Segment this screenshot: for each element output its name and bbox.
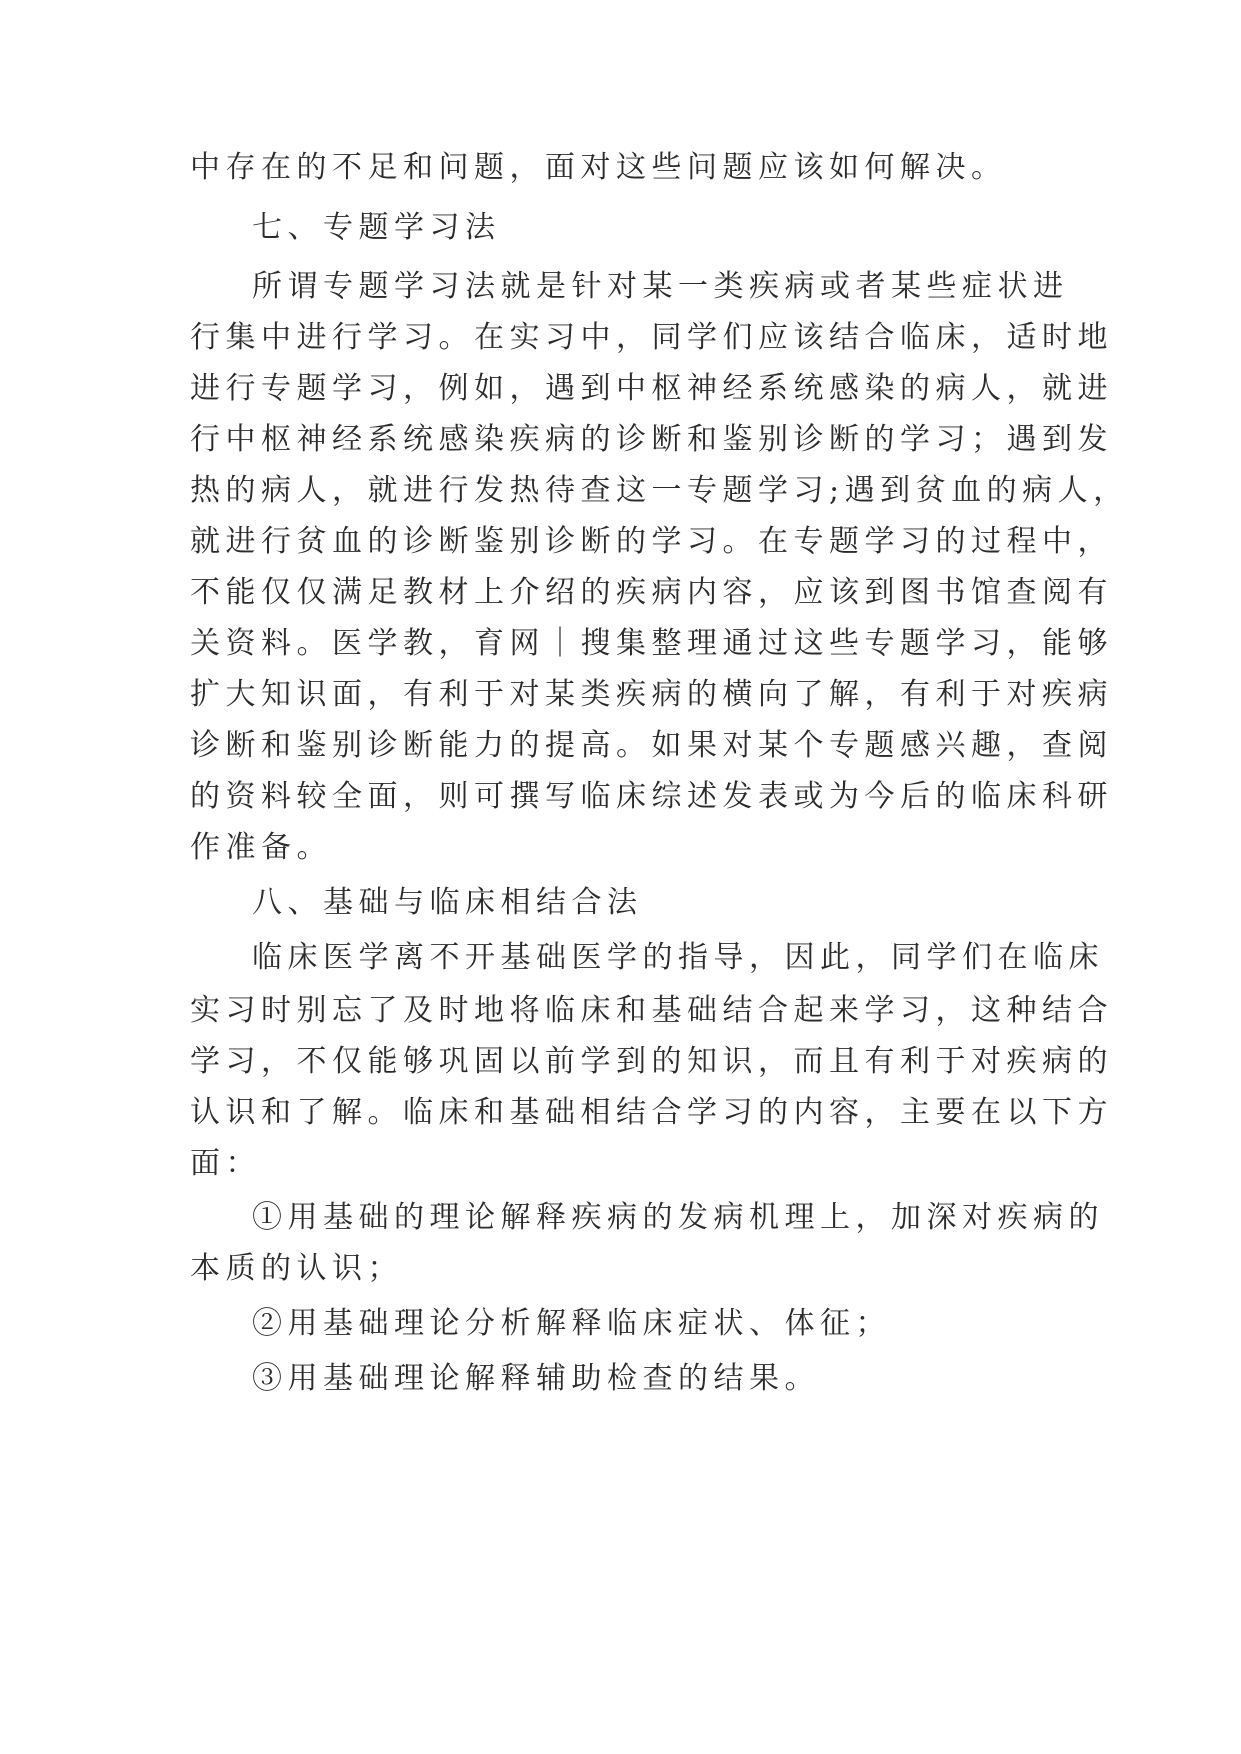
text-line: 诊断和鉴别诊断能力的提高。如果对某个专题感兴趣，查阅 bbox=[190, 728, 1113, 763]
text-line: 中存在的不足和问题，面对这些问题应该如何解决。 bbox=[190, 150, 1007, 185]
section-heading: 八、基础与临床相结合法 bbox=[252, 885, 643, 920]
text-line: 进行专题学习，例如，遇到中枢神经系统感染的病人，就进 bbox=[190, 371, 1113, 406]
text-line: 作准备。 bbox=[190, 830, 332, 865]
text-line: 关资料。医学教，育网｜搜集整理通过这些专题学习，能够 bbox=[190, 626, 1113, 661]
section-heading: 七、专题学习法 bbox=[252, 210, 501, 245]
list-item: ③用基础理论解释辅助检查的结果。 bbox=[252, 1361, 820, 1396]
text-line: 所谓专题学习法就是针对某一类疾病或者某些症状进 bbox=[252, 269, 1069, 304]
text-line: 行中枢神经系统感染疾病的诊断和鉴别诊断的学习；遇到发 bbox=[190, 422, 1113, 457]
text-line: 学习，不仅能够巩固以前学到的知识，而且有利于对疾病的 bbox=[190, 1044, 1113, 1079]
text-line: 行集中进行学习。在实习中，同学们应该结合临床，适时地 bbox=[190, 320, 1113, 355]
text-line: 认识和了解。临床和基础相结合学习的内容，主要在以下方 bbox=[190, 1095, 1113, 1130]
text-line: 热的病人，就进行发热待查这一专题学习;遇到贫血的病人， bbox=[190, 473, 1129, 508]
text-line: 的资料较全面，则可撰写临床综述发表或为今后的临床科研 bbox=[190, 779, 1113, 814]
text-line: 临床医学离不开基础医学的指导，因此，同学们在临床 bbox=[252, 940, 1104, 975]
text-line: 扩大知识面，有利于对某类疾病的横向了解，有利于对疾病 bbox=[190, 677, 1113, 712]
text-line: 本质的认识； bbox=[190, 1251, 403, 1286]
list-item: ②用基础理论分析解释临床症状、体征； bbox=[252, 1306, 891, 1341]
text-line: 就进行贫血的诊断鉴别诊断的学习。在专题学习的过程中， bbox=[190, 524, 1113, 559]
text-line: 实习时别忘了及时地将临床和基础结合起来学习，这种结合 bbox=[190, 993, 1113, 1028]
text-line: 不能仅仅满足教材上介绍的疾病内容，应该到图书馆查阅有 bbox=[190, 575, 1113, 610]
text-line: 面： bbox=[190, 1146, 261, 1181]
list-item: ①用基础的理论解释疾病的发病机理上，加深对疾病的 bbox=[252, 1200, 1104, 1235]
